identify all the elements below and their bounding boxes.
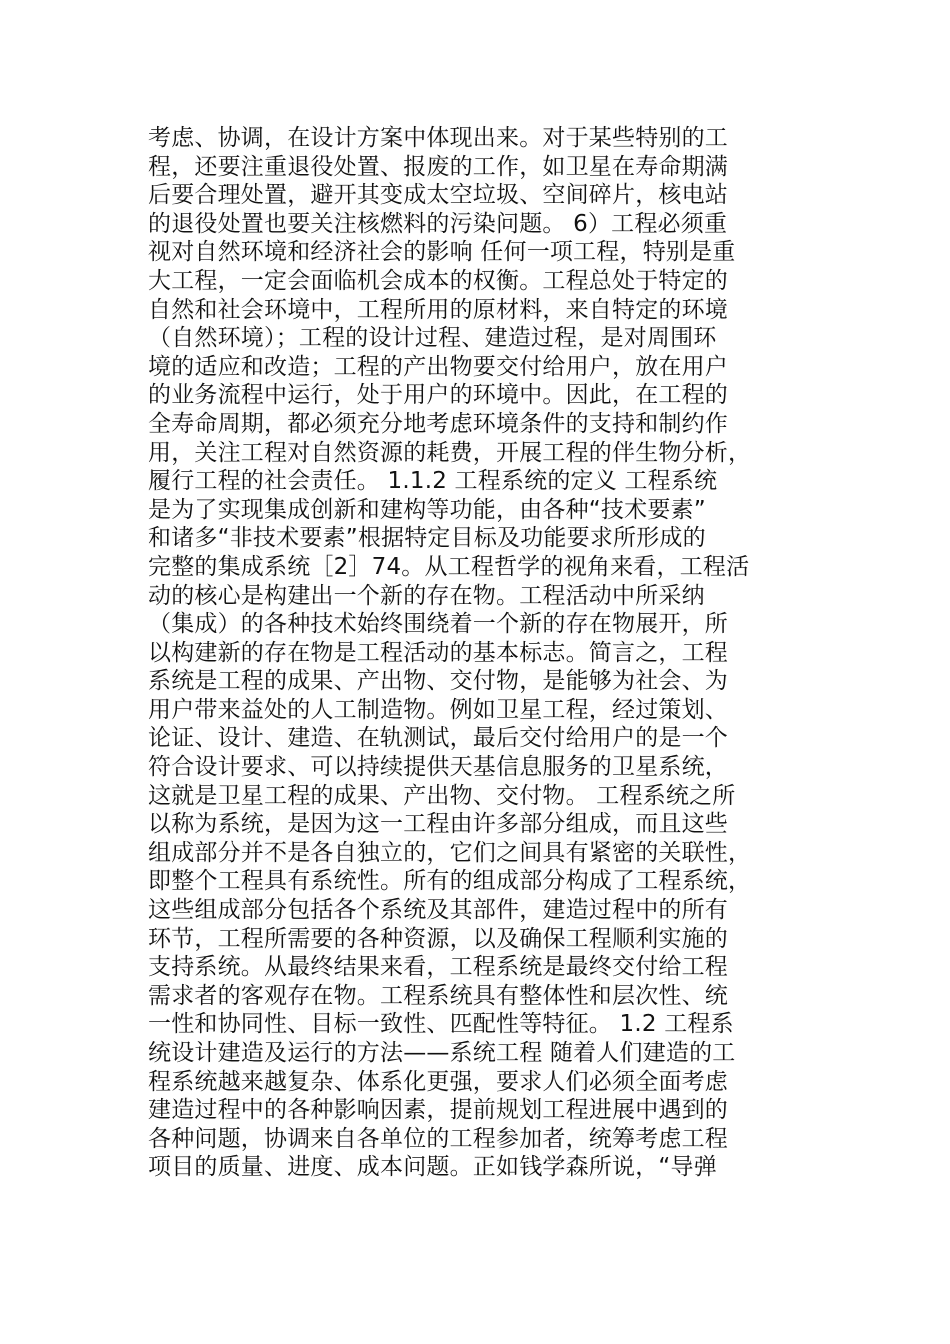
text-line: 论证、设计、建造、在轨测试，最后交付给用户的是一个 — [148, 725, 728, 752]
text-line: 以构建新的存在物是工程活动的基本标志。简言之，工程 — [148, 639, 728, 666]
text-line: 程系统越来越复杂、体系化更强，要求人们必须全面考虑 — [148, 1068, 728, 1095]
text-line: 系统是工程的成果、产出物、交付物，是能够为社会、为 — [148, 668, 728, 695]
text-line: 履行工程的社会责任。 1.1.2 工程系统的定义 工程系统 — [148, 468, 718, 495]
text-line: 境的适应和改造；工程的产出物要交付给用户，放在用户 — [148, 353, 728, 380]
text-line: 是为了实现集成创新和建构等功能，由各种“技术要素” — [148, 496, 706, 523]
text-line: 程，还要注重退役处置、报废的工作，如卫星在寿命期满 — [148, 153, 728, 180]
text-line: 视对自然环境和经济社会的影响 任何一项工程，特别是重 — [148, 239, 736, 266]
text-line: （集成）的各种技术始终围绕着一个新的存在物展开，所 — [148, 611, 728, 638]
text-line: 需求者的客观存在物。工程系统具有整体性和层次性、统 — [148, 982, 728, 1009]
text-line: 环节，工程所需要的各种资源，以及确保工程顺利实施的 — [148, 925, 728, 952]
text-line: 后要合理处置，避开其变成太空垃圾、空间碎片，核电站 — [148, 182, 728, 209]
text-line: 大工程，一定会面临机会成本的权衡。工程总处于特定的 — [148, 267, 728, 294]
text-line: 的退役处置也要关注核燃料的污染问题。 6）工程必须重 — [148, 210, 728, 237]
text-line: 的业务流程中运行，处于用户的环境中。因此，在工程的 — [148, 382, 728, 409]
text-line: 以称为系统，是因为这一工程由许多部分组成，而且这些 — [148, 811, 728, 838]
text-line: 一性和协同性、目标一致性、匹配性等特征。 1.2 工程系 — [148, 1011, 734, 1038]
text-line: 用户带来益处的人工制造物。例如卫星工程，经过策划、 — [148, 696, 728, 723]
text-line: 符合设计要求、可以持续提供天基信息服务的卫星系统， — [148, 754, 728, 781]
text-line: 建造过程中的各种影响因素，提前规划工程进展中遇到的 — [148, 1097, 728, 1124]
text-line: 自然和社会环境中，工程所用的原材料，来自特定的环境 — [148, 296, 728, 323]
text-line: 全寿命周期，都必须充分地考虑环境条件的支持和制约作 — [148, 410, 728, 437]
body-text — [148, 124, 808, 1182]
text-line: 统设计建造及运行的方法——系统工程 随着人们建造的工 — [148, 1040, 736, 1066]
text-line: 这就是卫星工程的成果、产出物、交付物。 工程系统之所 — [148, 782, 736, 809]
text-line: 即整个工程具有系统性。所有的组成部分构成了工程系统， — [148, 868, 752, 895]
text-line: 考虑、协调，在设计方案中体现出来。对于某些特别的工 — [148, 125, 728, 151]
text-line: 支持系统。从最终结果来看，工程系统是最终交付给工程 — [148, 954, 728, 981]
text-line: 完整的集成系统［2］74。从工程哲学的视角来看，工程活 — [148, 553, 750, 580]
text-line: 和诸多“非技术要素”根据特定目标及功能要求所形成的 — [148, 525, 706, 552]
text-line: 动的核心是构建出一个新的存在物。工程活动中所采纳 — [148, 582, 705, 609]
text-line: 用，关注工程对自然资源的耗费，开展工程的伴生物分析， — [148, 439, 752, 466]
text-line: （自然环境）；工程的设计过程、建造过程，是对周围环 — [148, 325, 717, 352]
text-line: 各种问题，协调来自各单位的工程参加者，统筹考虑工程 — [148, 1125, 728, 1152]
text-line: 组成部分并不是各自独立的，它们之间具有紧密的关联性， — [148, 839, 752, 866]
text-line: 项目的质量、进度、成本问题。正如钱学森所说，“导弹 — [148, 1154, 717, 1181]
text-line: 这些组成部分包括各个系统及其部件，建造过程中的所有 — [148, 897, 728, 924]
